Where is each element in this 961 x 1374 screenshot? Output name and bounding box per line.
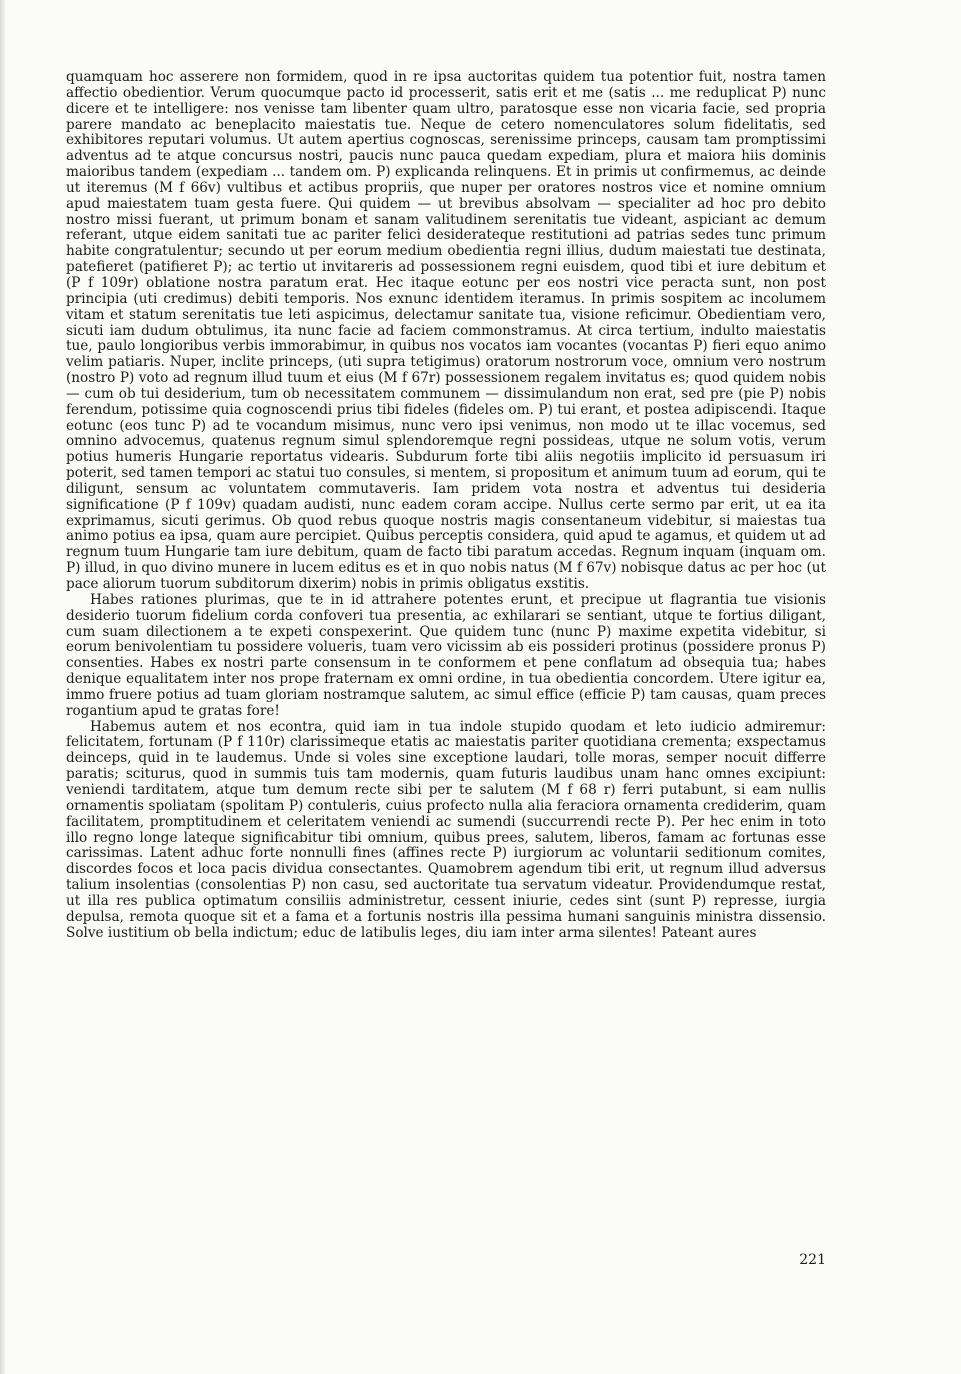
paragraph-2: Habes rationes plurimas, que te in id attrahere potentes erunt, et precipue ut flagrantia tue visionis desiderio tuorum fidelium corda confoveri tua presentia, ac exhilarari se sentiant, utque te fortius diligant, cum suam dilectionem a te expeti conspexerint. Que quidem tunc (nunc P) maxime expetita videbitur, si eorum benivolentiam tu possidere volueris, tuam vero vicissim ab eis possideri protinus (possidere pronus P) consenties. Habes ex nostri parte consensum in te conformem et pene conflatum ad obsequia tua; habes denique equalitatem inter nos prope fraternam ex omni ordine, in tua obedientia concordem. Utere igitur ea, immo fruere potius ad tuam gloriam nostramque salutem, ac simul effice (efficie P) tam causas, quam preces rogantium apud te gratas fore!	[66, 591, 826, 719]
scan-edge-shadow	[0, 0, 6, 1374]
body-text	[66, 70, 826, 941]
page-number: 221	[799, 1252, 826, 1268]
paragraph-1: quamquam hoc asserere non formidem, quod in re ipsa auctoritas quidem tua potentior fuit, nostra tamen affectio obedientior. Verum quocumque pacto id processerit, satis erit et me (satis ... me reduplicat P) nunc dicere et te intelligere: nos venisse tam libenter quam ultro, paratosque esse non vicaria facie, sed propria parere mandato ac beneplacito maiestatis tue. Neque de cetero nomenculatores solum fidelitatis, sed exhibitores reputari volumus. Ut autem apertius cognoscas, serenissime princeps, causam tam promptissimi adventus ad te atque concursus nostri, paucis nunc pauca quedam expediam, plura et maiora hiis dominis maioribus tandem (expediam ... tandem om. P) explicanda relinquens. Et in primis ut confirmemus, ac deinde ut iteremus (M f 66v) vultibus et actibus propriis, que nuper per oratores nostros vice et nomine omnium apud maiestatem tuam gesta fuere. Qui quidem — ut brevibus absolvam — specialiter ad hoc pro debito nostro missi fuerant, ut primum bonam et sanam valitudinem serenitatis tue videant, aspiciant ac demum referant, utque eidem sanitati tue ac pariter felici desiderateque restitutioni ad patrias sedes tunc primum habite congratulentur; secundo ut per eorum medium obedientia regni illius, dudum maiestati tue destinata, patefieret (patifieret P); ac tertio ut invitareris ad possessionem regni euisdem, quod tibi et iure debitum et (P f 109r) oblatione nostra paratum erat. Hec itaque eotunc per eos nostri vice peracta sunt, non post principia (uti credimus) debiti temporis. Nos exnunc identidem iteramus. In primis sospitem ac incolumem vitam et statum serenitatis tue leti aspicimus, delectamur sanitate tua, visione reficimur. Obedientiam vero, sicuti iam dudum obtulimus, ita nunc facie ad faciem commonstramus. At circa tertium, indulto maiestatis tue, paulo longioribus verbis immorabimur, in quibus nos vocatos iam vocantes (vocantas P) fieri equo animo velim patiaris. Nuper, inclite princeps, (uti supra tetigimus) oratorum nostrorum voce, omnium vero nostrum (nostro P) voto ad regnum illud tuum et eius (M f 67r) possessionem regalem invitatus es; quod quidem nobis — cum ob tui desiderium, tum ob necessitatem communem — dissimulandum non erat, sed pre (pie P) nobis ferendum, potissime quia cognoscendi prius tibi fideles (fideles om. P) tui erant, et postea adipiscendi. Itaque eotunc (eos tunc P) ad te vocandum misimus, nunc vero ipsi venimus, non modo ut te illac vocemus, sed omnino advocemus, quatenus regnum simul splendoremque regni possideas, utque ne solum votis, verum potius humeris Hungarie reportatus videaris. Subdurum forte tibi aliis negotiis implicito id persuasum iri poterit, sed tamen tempori ac statui tuo consules, si mentem, si propositum et animum tuum ad eorum, qui te diligunt, sensum ac voluntatem commutaveris. Iam pridem vota nostra et adventus tui desideria significatione (P f 109v) quadam audisti, nunc eadem coram accipe. Nullus certe sermo par erit, ut ea ita exprimamus, sicuti gerimus. Ob quod rebus quoque nostris magis consentaneum videbitur, si maiestas tua animo potius ea ipsa, quam aure percipiet. Quibus perceptis considera, quid apud te agamus, et quidem ut ad regnum tuum Hungarie tam iure debitum, quam de facto tibi paratum accedas. Regnum inquam (inquam om. P) illud, in quo divino munere in lucem editus es et in quo nobis natus (M f 67v) nobisque datus ac per hoc (ut pace aliorum tuorum subditorum dixerim) nobis in primis obligatus exstitis.	[66, 69, 826, 592]
paragraph-3: Habemus autem et nos econtra, quid iam in tua indole stupido quodam et leto iudicio admiremur: felicitatem, fortunam (P f 110r) clarissimeque etatis ac maiestatis pariter quotidiana crementa; exspectamus deinceps, quid in te laudemus. Unde si voles sine exceptione laudari, tolle moras, semper nocuit differre paratis; sciturus, quod in summis tuis tam modernis, quam futuris laudibus unam hanc omnes excipiunt: veniendi tarditatem, atque tum demum recte sibi per te salutem (M f 68 r) ferri putabunt, si eam nullis ornamentis spoliatam (spolitam P) contuleris, cuius profecto nulla alia feraciora ornamenta crediderim, quam facilitatem, promptitudinem et celeritatem veniendi ac sumendi (succurrendi recte P). Per hec enim in toto illo regno longe lateque significabitur tibi omnium, quibus prees, salutem, liberos, famam ac fortunas esse carissimas. Latent adhuc forte nonnulli fines (affines recte P) iurgiorum ac voluntarii seditionum comites, discordes focos et loca pacis dividua consectantes. Quamobrem agendum tibi erit, ut regnum illud adversus talium insolentias (consolentias P) non casu, sed auctoritate tua servatum videatur. Providendumque restat, ut illa res publica optimatum consiliis administretur, cessent iniurie, cedes sint (sunt P) represse, iurgia depulsa, remota quoque sit et a fama et a fortunis nostris illa pessima humani sanguinis ministra dissensio. Solve iustitium ob bella indictum; educ de latibulis leges, diu iam inter arma silentes! Pateant aures	[66, 718, 826, 941]
